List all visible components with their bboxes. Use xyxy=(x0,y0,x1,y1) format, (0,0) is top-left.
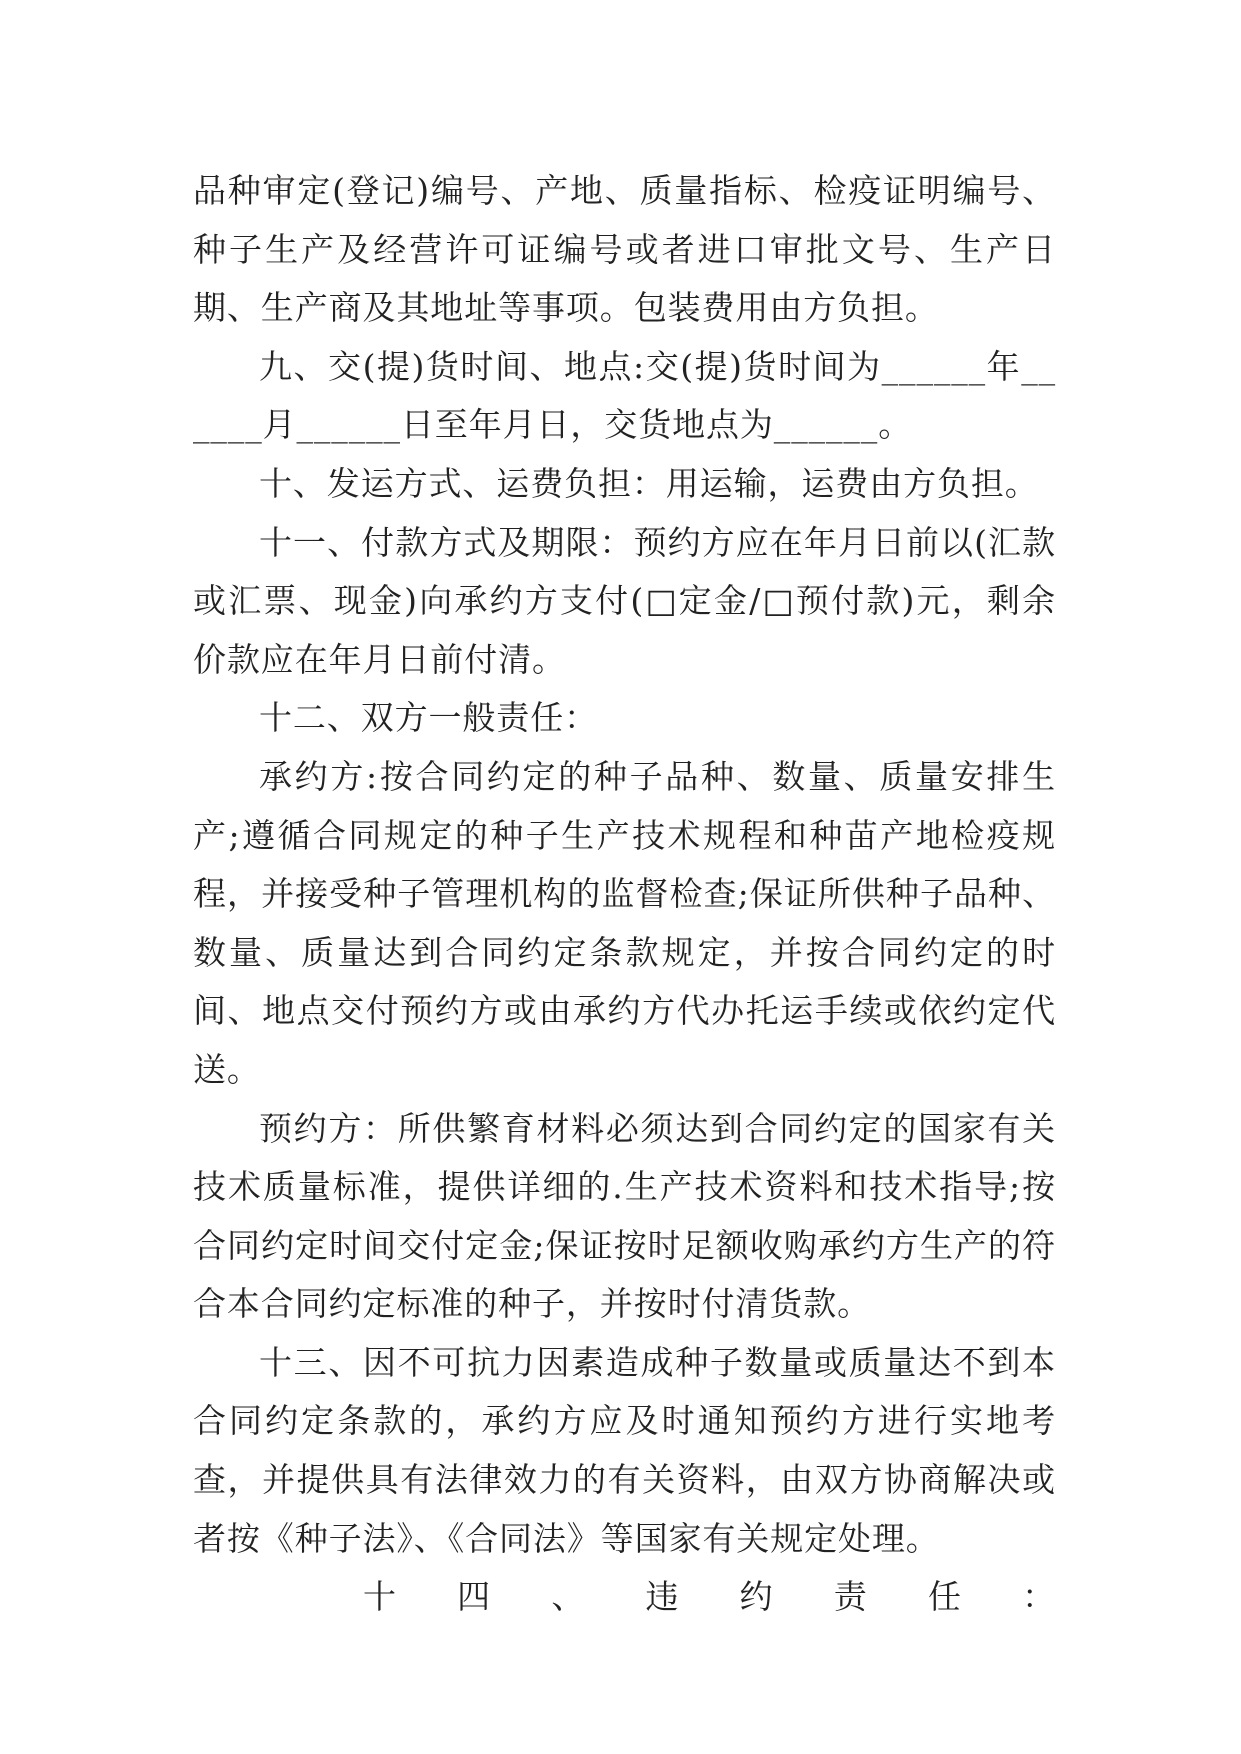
paragraph-clause-13: 十三、因不可抗力因素造成种子数量或质量达不到本合同约定条款的，承约方应及时通知预约方进行实地考查，并提供具有法律效力的有关资料，由双方协商解决或者按《种子法》、《合同法》等国家有关规定处理。 xyxy=(193,1342,1056,1558)
paragraph-continuation: 品种审定(登记)编号、产地、质量指标、检疫证明编号、种子生产及经营许可证编号或者进口审批文号、生产日期、生产商及其地址等事项。包装费用由方负担。 xyxy=(193,171,1056,328)
paragraph-clause-14-heading: 十四、违约责任： xyxy=(363,1577,1056,1617)
paragraph-purchaser-duties: 预约方：所供繁育材料必须达到合同约定的国家有关技术质量标准，提供详细的.生产技术资料和技术指导;按合同约定时间交付定金;保证按时足额收购承约方生产的符合本合同约定标准的种子，并按时付清货款。 xyxy=(193,1108,1056,1324)
paragraph-clause-11: 十一、付款方式及期限：预约方应在年月日前以(汇款或汇票、现金)向承约方支付(□定金/□预付款)元，剩余价款应在年月日前付清。 xyxy=(193,522,1056,679)
paragraph-clause-12: 十二、双方一般责任： xyxy=(259,698,598,738)
paragraph-contractor-duties: 承约方:按合同约定的种子品种、数量、质量安排生产;遵循合同规定的种子生产技术规程和种苗产地检疫规程，并接受种子管理机构的监督检查;保证所供种子品种、数量、质量达到合同约定条款规定，并按合同约定的时间、地点交付预约方或由承约方代办托运手续或依约定代送。 xyxy=(193,756,1056,1089)
document-body xyxy=(193,162,1056,1627)
paragraph-clause-9: 九、交(提)货时间、地点:交(提)货时间为______年______月______日至年月日，交货地点为______。 xyxy=(193,346,1056,445)
paragraph-clause-10: 十、发运方式、运费负担：用运输，运费由方负担。 xyxy=(259,463,1039,503)
